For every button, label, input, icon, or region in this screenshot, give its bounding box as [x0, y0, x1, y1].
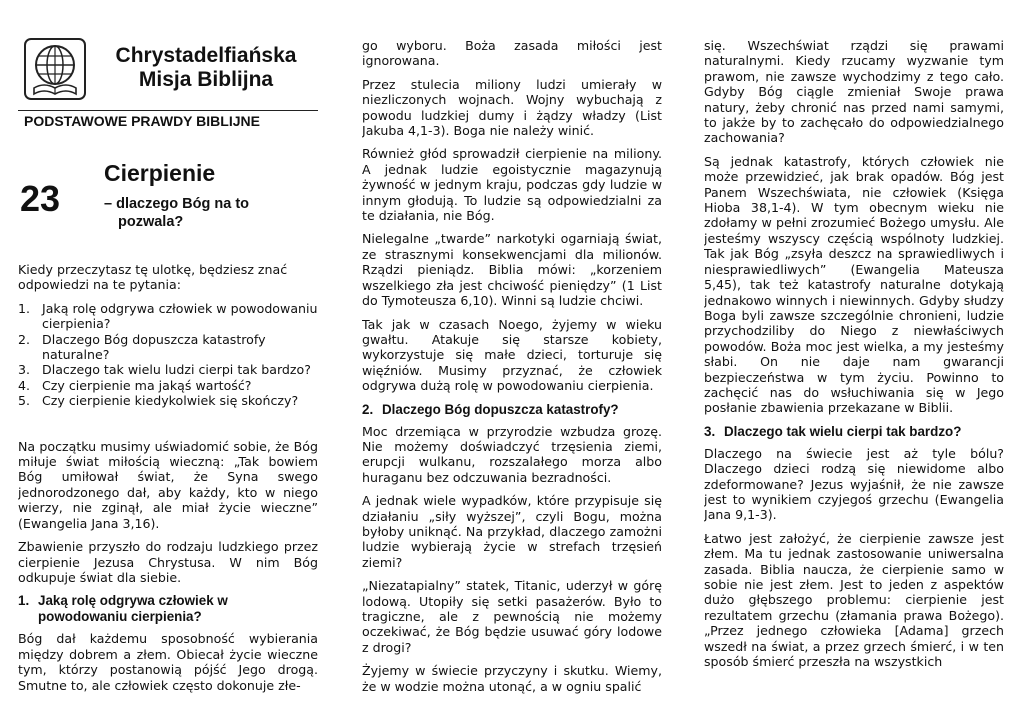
- list-item-text: Dlaczego tak wielu ludzi cierpi tak bardzo?: [42, 362, 311, 378]
- paragraph: Nielegalne „twarde” narkotyki ogarniają świat, ze strasznymi konsekwencjami dla milionów. Rządzi pieniądz. Biblia mówi: „korzeniem wszelkiego zła jest chciwość pieniędzy” (1 List do Tymoteusza 6,10). Winni są ludzie chciwi.: [362, 231, 662, 309]
- list-item-text: Dlaczego Bóg dopuszcza katastrofy naturalne?: [42, 331, 266, 363]
- paragraph: Na początku musimy uświadomić sobie, że Bóg miłuje świat miłością wieczną: „Tak bowiem Bóg umiłował świat, że Syna swego jednorodzonego dał, aby każdy, kto w niego wierzy, nie zginął, ale miał życie wieczne” (Ewangelia Jana 3,16).: [18, 438, 318, 531]
- column-1: [18, 0, 318, 725]
- paragraph: „Niezatapialny” statek, Titanic, uderzył w górę lodową. Utopiły się setki pasażerów. Było to tragiczne, ale z pewnością nie możemy oczekiwać, że Bóg będzie usuwać góry lodowe z drogi?: [362, 578, 662, 655]
- paragraph: Są jednak katastrofy, których człowiek nie może przewidzieć, jak brak opadów. Bóg jest Panem Wszechświata, nie człowiek (Księga Hioba 38,1-4). W tym obecnym wieku nie zdołamy w pełni zrozumieć Bożego umysłu. Ale jesteśmy wszyscy częścią wspólnoty ludzkiej. Tak jak Bóg „zsyła deszcz na sprawiedliwych i niesprawiedliwych” (Ewangelia Mateusza 5,45), tak też katastrofy naturalne dotykają jednakowo winnych i niewinnych. Gdyby słudzy Boga byli zawsze szczególnie chronieni, ludzie przychodziliby do Niego z niewłaściwych powodów. Boża moc jest wielka, a my jesteśmy słabi. On nie daje nam gwarancji bezpieczeństwa w tym życiu. Powinno to zachęcić nas do wsłuchiwania się w Jego posłanie zbawienia przekazane w Biblii.: [704, 153, 1004, 416]
- paragraph: Łatwo jest założyć, że cierpienie zawsze jest złem. Ma tu jednak zastosowanie uniwersalna zasada. Biblia naucza, że cierpienie samo w sobie nie jest złem. Jest to jeden z aspektów dużo głębszego problemu: cierpienie jest rezultatem grzechu (złamania prawa Bożego). „Przez jednego człowieka [Adama] grzech wszedł na świat, a przez grzech śmierć, i w ten sposób śmierć przeszła na wszystkich: [704, 530, 1004, 670]
- section-heading-number: 1.: [18, 593, 30, 609]
- list-item-text: Czy cierpienie ma jakąś wartość?: [42, 377, 252, 393]
- intro-paragraph: Kiedy przeczytasz tę ulotkę, będziesz znać odpowiedzi na te pytania:: [18, 262, 288, 293]
- column-2: [362, 0, 662, 725]
- column-1-body: [18, 262, 318, 701]
- section-heading-text: Jaką rolę odgrywa człowiek w powodowaniu cierpienia?: [38, 593, 228, 625]
- series-subtitle: PODSTAWOWE PRAWDY BIBLIJNE: [24, 113, 260, 129]
- question-list: [18, 301, 318, 409]
- section-heading-1: [18, 593, 318, 625]
- section-heading-text: Dlaczego tak wielu cierpi tak bardzo?: [724, 423, 962, 439]
- section-heading-number: 3.: [704, 423, 716, 439]
- paragraph: go wyboru. Boża zasada miłości jest ignorowana.: [362, 38, 662, 69]
- section-heading-2: [362, 402, 662, 418]
- header-logo-row: [24, 38, 316, 106]
- list-item-number: 3.: [18, 362, 31, 378]
- paragraph: Dlaczego na świecie jest aż tyle bólu? Dlaczego dzieci rodzą się niewidome albo zdeformowane? Jezus wyjaśnił, że nie zawsze jest to wynikiem czyjegoś grzechu (Ewangelia Jana 9,1-3).: [704, 445, 1004, 523]
- paragraph: Moc drzemiąca w przyrodzie wzbudza grozę. Nie możemy doświadczyć trzęsienia ziemi, erupcji wulkanu, rozszalałego morza albo huraganu bez odczuwania bezradności.: [362, 423, 662, 485]
- paragraph: się. Wszechświat rządzi się prawami naturalnymi. Kiedy rzucamy wyzwanie tym prawom, nie zawsze wychodzimy z tego cało. Gdyby Bóg ciągle zmieniał Swoje prawa natury, żeby chronić nas przed nami samymi, to jakże by to zachęcało do odpowiedzialnego zachowania?: [704, 38, 1004, 146]
- paragraph: Przez stulecia miliony ludzi umierały w niezliczonych wojnach. Wojny wybuchają z powodu ludzkiej dumy i żądzy władzy (List Jakuba 4,1-3). Boga nie należy winić.: [362, 76, 662, 139]
- organization-name-line2: Misja Biblijna: [138, 68, 274, 91]
- list-item-number: 1.: [18, 300, 31, 316]
- list-item: [18, 378, 318, 393]
- paragraph: Bóg dał każdemu sposobność wybierania między dobrem a złem. Obiecał życie wieczne tym, którzy postanowią pójść Jego drogą. Smutne to, ale człowiek często dokonuje złe-: [18, 631, 318, 693]
- list-item-text: Czy cierpienie kiedykolwiek się skończy?: [42, 393, 299, 409]
- list-item: [18, 393, 318, 408]
- list-item: [18, 332, 318, 363]
- list-item: [18, 301, 318, 332]
- paragraph: Żyjemy w świecie przyczyny i skutku. Wiemy, że w wodzie można utonąć, a w ogniu spalić: [362, 663, 662, 694]
- list-item-text: Jaką rolę odgrywa człowiek w powodowaniu cierpienia?: [42, 300, 318, 332]
- section-heading-number: 2.: [362, 401, 374, 417]
- leaflet-subtitle-line1: – dlaczego Bóg na to: [104, 196, 250, 212]
- leaflet-number: 23: [20, 178, 61, 219]
- globe-bible-logo-icon: [24, 38, 86, 100]
- list-item-number: 2.: [18, 331, 31, 347]
- header-divider: [18, 110, 318, 111]
- paragraph: Również głód sprowadził cierpienie na miliony. A jednak ludzie egoistycznie magazynują żywność w jednym kraju, podczas gdy ludzie w innym głodują. To ludzie są odpowiedzialni za te działania, nie Bóg.: [362, 146, 662, 224]
- section-heading-text: Dlaczego Bóg dopuszcza katastrofy?: [382, 401, 619, 417]
- paragraph: Zbawienie przyszło do rodzaju ludzkiego przez cierpienie Jezusa Chrystusa. W nim Bóg odkupuje świat dla siebie.: [18, 539, 318, 585]
- section-heading-3: [704, 424, 1004, 440]
- list-item-number: 4.: [18, 377, 31, 393]
- column-3: [704, 0, 1004, 725]
- list-item: [18, 362, 318, 377]
- leaflet-title: Cierpienie: [104, 160, 216, 186]
- leaflet-subtitle-line2: pozwala?: [118, 214, 184, 230]
- paragraph: A jednak wiele wypadków, które przypisuje się działaniu „siły wyższej”, czyli Bogu, można byłoby uniknąć. Na przykład, dlaczego zamożni ludzie wybierają życie w strefach trzęsień ziemi?: [362, 493, 662, 570]
- list-item-number: 5.: [18, 393, 31, 409]
- organization-name-line1: Chrystadelfiańska: [115, 44, 297, 67]
- organization-name: [96, 44, 316, 92]
- paragraph: Tak jak w czasach Noego, żyjemy w wieku gwałtu. Atakuje się starsze kobiety, wykorzystuje się małe dzieci, torturuje się więźniów. Musimy przyznać, że człowiek odgrywa dużą rolę w powodowaniu cierpienia.: [362, 316, 662, 394]
